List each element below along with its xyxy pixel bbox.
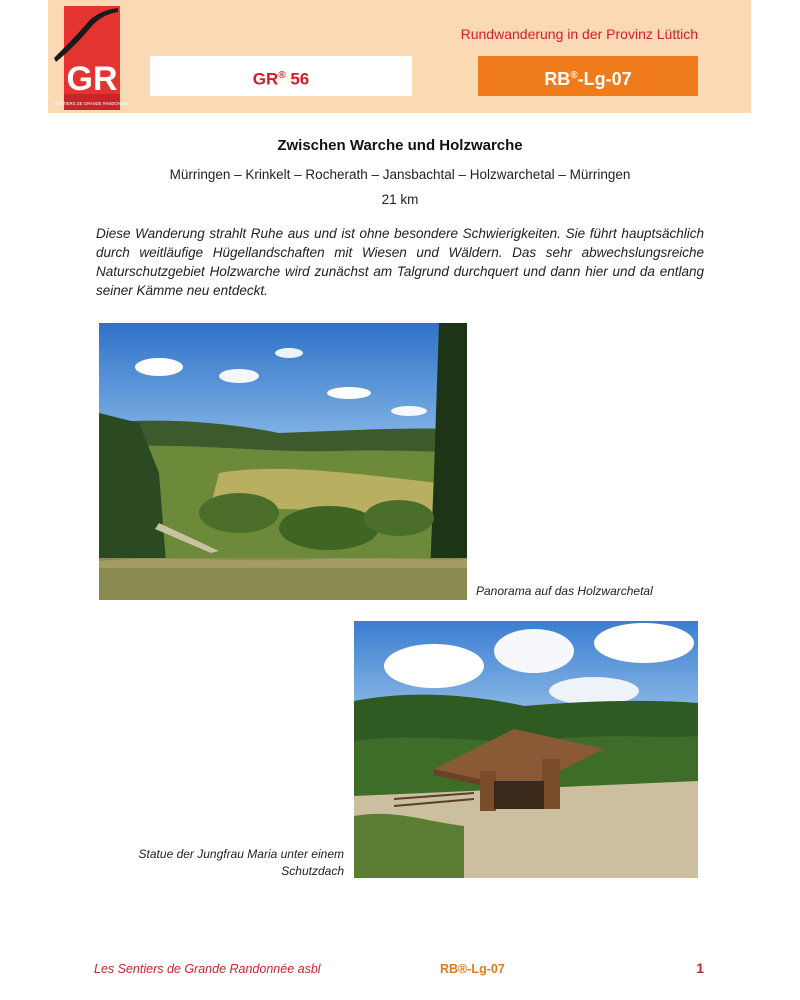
svg-text:SENTIERS DE GRANDE RANDONNÉE: SENTIERS DE GRANDE RANDONNÉE xyxy=(54,101,130,106)
gr-route-badge: GR® 56 xyxy=(150,56,412,96)
footer-route-code: RB®-Lg-07 xyxy=(440,962,505,976)
page-number: 1 xyxy=(696,960,704,976)
intro-paragraph: Diese Wanderung strahlt Ruhe aus und ist ohne besondere Schwierigkeiten. Sie führt hauptsächlich durch weitläufige Hügellandschaften mit Wiesen und Wäldern. Das sehr abwechslungsreiche Naturschutzgebiet Holzwarche wird zunächst am Talgrund durchquert und dann hier und da entlang seiner Kämme neu entdeckt. xyxy=(96,226,704,298)
route-distance: 21 km xyxy=(381,192,419,207)
route-stations: Mürringen – Krinkelt – Rocherath – Jansbachtal – Holzwarchetal – Mürringen xyxy=(169,167,631,182)
gr-logo xyxy=(52,6,130,110)
photo-caption-shelter: Statue der Jungfrau Maria unter einem Schutzdach xyxy=(138,847,344,878)
rb-route-badge: RB®-Lg-07 xyxy=(478,56,698,96)
svg-text:GR: GR xyxy=(66,60,118,98)
photo-valley-panorama xyxy=(99,323,467,600)
hike-title: Zwischen Warche und Holzwarche xyxy=(277,137,523,154)
header-tagline: Rundwanderung in der Provinz Lüttich xyxy=(460,26,698,42)
photo-caption-panorama: Panorama auf das Holzwarchetal xyxy=(476,584,653,598)
footer-association: Les Sentiers de Grande Randonnée asbl xyxy=(94,962,321,976)
photo-shelter-statue xyxy=(354,621,698,878)
